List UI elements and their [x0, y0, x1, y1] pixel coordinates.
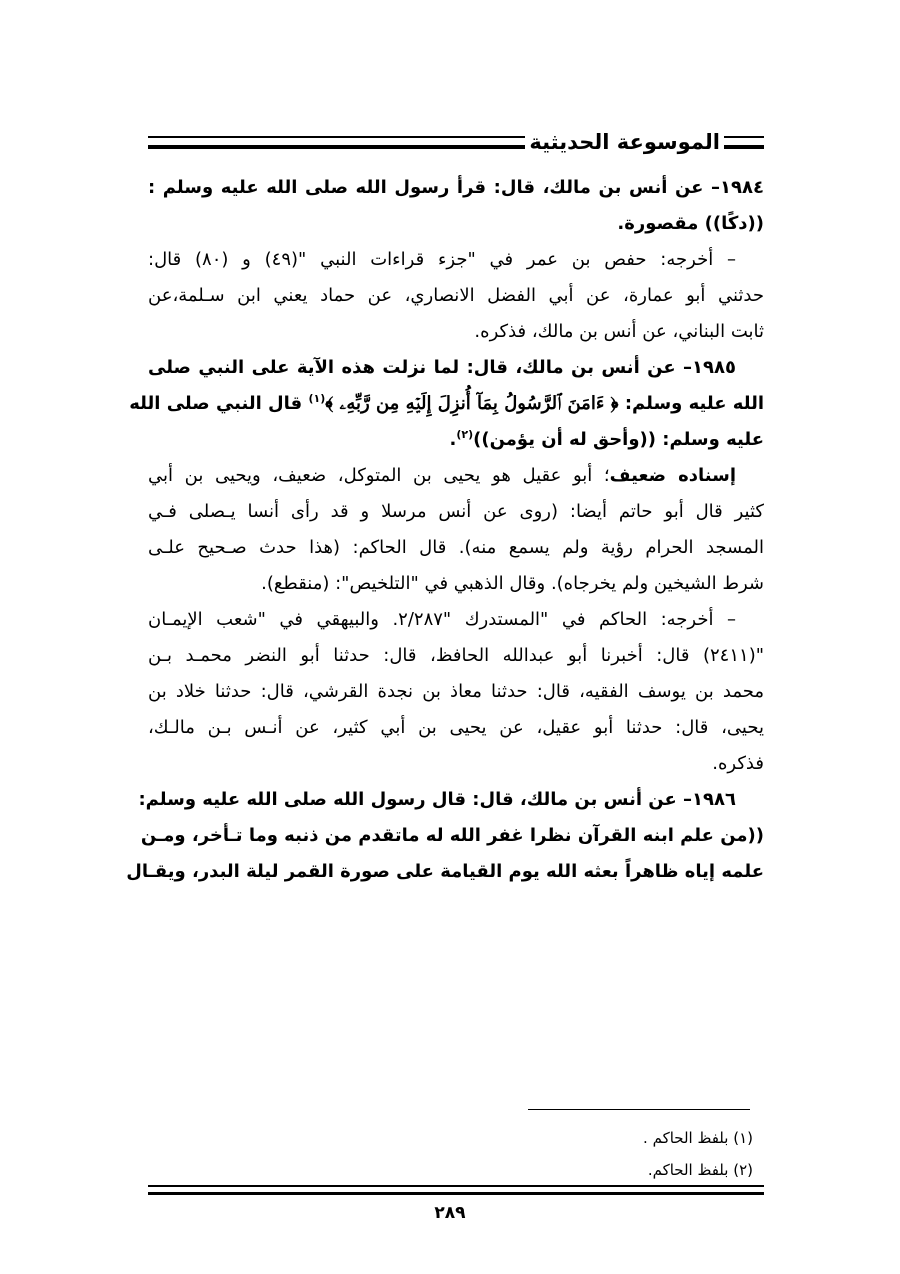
- hadith-1985-line-2-start: الله عليه وسلم:: [624, 393, 764, 414]
- footnote-1: [148, 1122, 753, 1154]
- footnote-text: بلفظ الحاكم .: [643, 1129, 729, 1147]
- footnote-separator: [528, 1109, 750, 1110]
- takhrij-1984-line-3: ثابت البناني، عن أنس بن مالك، فذكره.: [474, 321, 764, 342]
- footer-rule: [148, 1185, 764, 1195]
- header-rule-right: [724, 136, 764, 149]
- hadith-1984-line-2: ((دكًا)) مقصورة.: [617, 213, 764, 234]
- isnad-line-2: كثير قال أبو حاتم أيضا: (روى عن أنس مرسلا و قد رأى أنسا يـصلى فـي: [148, 501, 764, 522]
- isnad-line-3: المسجد الحرام رؤية ولم يسمع منه). قال الحاكم: (هذا حدث صـحيح علـى: [148, 537, 764, 558]
- takhrij-1985-line-3: محمد بن يوسف الفقيه، قال: حدثنا معاذ بن نجدة القرشي، قال: حدثنا خلاد بن: [148, 681, 764, 702]
- takhrij-1985-line-1: – أخرجه: الحاكم في "المستدرك "٢/٢٨٧. والبيهقي في "شعب الإيمـان: [148, 609, 736, 630]
- takhrij-1985-line-2: "(٢٤١١) قال: أخبرنا أبو عبدالله الحافظ، قال: حدثنا أبو النضر محمـد بـن: [148, 645, 764, 666]
- header-title: الموسوعة الحديثية: [529, 130, 720, 154]
- footnote-text: بلفظ الحاكم.: [647, 1161, 729, 1179]
- footnotes: [148, 1122, 753, 1186]
- hadith-1985-line-2-end: قال النبي صلى الله: [129, 393, 303, 414]
- hadith-1986-line-1: ١٩٨٦– عن أنس بن مالك، قال: قال رسول الله صلى الله عليه وسلم:: [138, 789, 736, 810]
- header-rule-left: [148, 136, 525, 149]
- page-body: [126, 170, 764, 890]
- quran-verse: ﴿ ءَامَنَ ٱلرَّسُولُ بِمَآ أُنزِلَ إِلَيۡهِ مِن رَّبِّهِۦ ﴾: [325, 393, 619, 414]
- isnad-line-1: [148, 458, 764, 494]
- hadith-1985-line-3: [148, 422, 764, 458]
- footnote-ref-1: (١): [308, 392, 326, 405]
- takhrij-1984-line-1: – أخرجه: حفص بن عمر في "جزء قراءات النبي "(٤٩) و (٨٠) قال:: [148, 249, 736, 270]
- hadith-1986-line-3: علمه إياه ظاهراً بعثه الله يوم القيامة على صورة القمر ليلة البدر، ويقـال: [126, 861, 764, 882]
- hadith-1985-line-3-text: عليه وسلم: ((وأحق له أن يؤمن)): [473, 429, 764, 450]
- isnad-line-1-rest: ؛ أبو عقيل هو يحيى بن المتوكل، ضعيف، ويحيى بن أبي: [148, 465, 610, 486]
- hadith-1985-line-2: [129, 386, 764, 422]
- page-number: ٢٨٩: [434, 1203, 466, 1223]
- hadith-1985-line-1: ١٩٨٥– عن أنس بن مالك، قال: لما نزلت هذه الآية على النبي صلى: [148, 357, 736, 378]
- takhrij-1985-line-4: يحيى، قال: حدثنا أبو عقيل، عن يحيى بن أبي كثير، عن أنـس بـن مالـك،: [148, 717, 764, 738]
- running-header: [148, 122, 764, 162]
- isnad-line-4: شرط الشيخين ولم يخرجاه). وقال الذهبي في "التلخيص": (منقطع).: [261, 573, 764, 594]
- footnote-2: [148, 1154, 753, 1186]
- hadith-1984-line-1: ١٩٨٤– عن أنس بن مالك، قال: قرأ رسول الله صلى الله عليه وسلم :: [148, 177, 764, 198]
- hadith-1985-line-3-end: .: [449, 429, 457, 450]
- footnote-marker: (٢): [733, 1161, 753, 1179]
- footnote-marker: (١): [733, 1129, 753, 1147]
- takhrij-1985-line-5: فذكره.: [712, 753, 764, 774]
- hadith-1986-line-2: ((من علم ابنه القرآن نظرا غفر الله له ماتقدم من ذنبه وما تـأخر، ومـن: [140, 825, 764, 846]
- footnote-ref-2: (٢): [456, 428, 474, 441]
- isnad-label: إسناده ضعيف: [609, 465, 736, 486]
- takhrij-1984-line-2: حدثني أبو عمارة، عن أبي الفضل الانصاري، عن حماد يعني ابن سـلمة،عن: [148, 285, 764, 306]
